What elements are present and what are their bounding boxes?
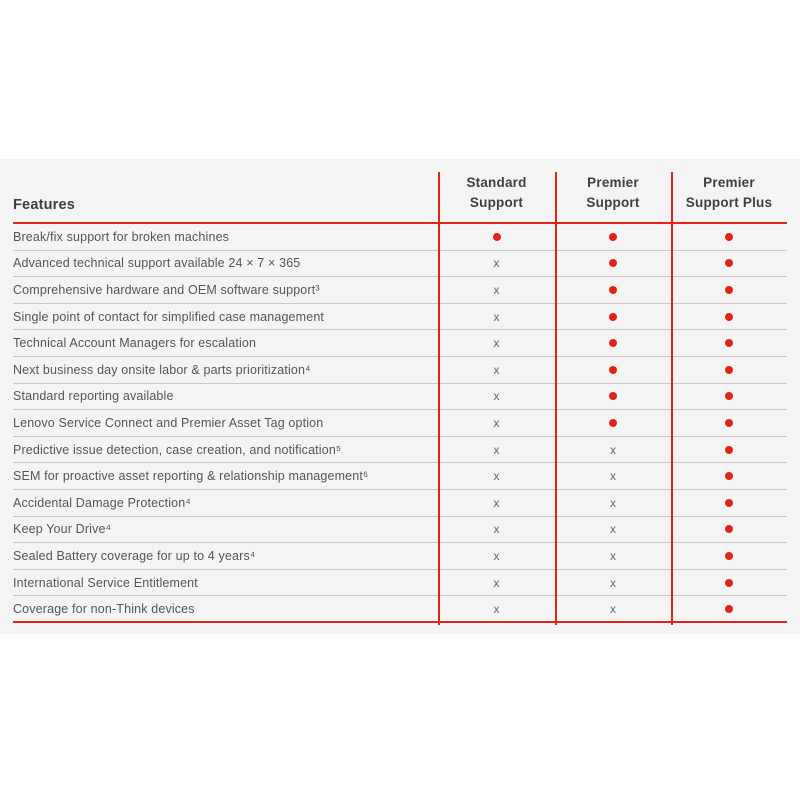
feature-name: International Service Entitlement bbox=[13, 575, 198, 590]
excluded-x-mark: x bbox=[610, 495, 616, 510]
premier-support-mark-cell bbox=[555, 570, 671, 596]
included-dot-icon bbox=[609, 233, 617, 241]
premier-plus-support-mark-cell bbox=[671, 330, 787, 356]
standard-support-label-line2: Support bbox=[469, 195, 524, 210]
included-dot-icon bbox=[725, 552, 733, 560]
standard-support-mark-cell bbox=[438, 330, 555, 356]
included-dot-icon bbox=[725, 525, 733, 533]
premier-support-mark-cell bbox=[555, 357, 671, 383]
feature-name: Sealed Battery coverage for up to 4 years⁴ bbox=[13, 548, 256, 563]
excluded-x-mark: x bbox=[493, 415, 500, 430]
feature-name: Advanced technical support available 24 × 7 × 365 bbox=[13, 256, 301, 271]
premier-support-mark-cell bbox=[555, 543, 671, 569]
included-dot-icon bbox=[725, 313, 733, 321]
premier-plus-support-mark-cell bbox=[671, 463, 787, 489]
included-dot-icon bbox=[609, 286, 617, 294]
included-dot-icon bbox=[609, 392, 617, 400]
standard-support-mark-cell bbox=[438, 543, 555, 569]
feature-name: Coverage for non-Think devices bbox=[13, 601, 195, 616]
standard-support-mark-cell bbox=[438, 304, 555, 330]
support-comparison-table bbox=[0, 159, 800, 634]
included-dot-icon bbox=[725, 366, 733, 374]
standard-support-label-line1: Standard bbox=[466, 175, 527, 190]
excluded-x-mark: x bbox=[493, 548, 500, 563]
included-dot-icon bbox=[725, 419, 733, 427]
premier-plus-support-mark-cell bbox=[671, 251, 787, 277]
included-dot-icon bbox=[609, 419, 617, 427]
included-dot-icon bbox=[609, 259, 617, 267]
included-dot-icon bbox=[725, 605, 733, 613]
excluded-x-mark: x bbox=[493, 495, 500, 510]
feature-name: Standard reporting available bbox=[13, 389, 174, 404]
feature-name: Comprehensive hardware and OEM software support³ bbox=[13, 282, 320, 297]
excluded-x-mark: x bbox=[493, 575, 500, 590]
feature-name: Accidental Damage Protection⁴ bbox=[13, 495, 191, 510]
premier-support-mark-cell bbox=[555, 330, 671, 356]
included-dot-icon bbox=[725, 259, 733, 267]
excluded-x-mark: x bbox=[610, 469, 616, 484]
excluded-x-mark: x bbox=[610, 522, 616, 537]
column-divider-line bbox=[671, 172, 673, 625]
column-divider-line bbox=[555, 172, 557, 625]
excluded-x-mark: x bbox=[610, 601, 616, 616]
standard-support-mark-cell bbox=[438, 224, 555, 250]
included-dot-icon bbox=[609, 313, 617, 321]
excluded-x-mark: x bbox=[610, 548, 616, 563]
premier-plus-support-mark-cell bbox=[671, 437, 787, 463]
premier-plus-support-mark-cell bbox=[671, 410, 787, 436]
premier-support-mark-cell bbox=[555, 490, 671, 516]
excluded-x-mark: x bbox=[493, 362, 500, 377]
excluded-x-mark: x bbox=[493, 336, 500, 351]
premier-plus-support-mark-cell bbox=[671, 224, 787, 250]
included-dot-icon bbox=[609, 366, 617, 374]
premier-support-plus-column-header bbox=[671, 173, 787, 222]
column-divider-line bbox=[438, 172, 440, 625]
feature-name: Single point of contact for simplified case management bbox=[13, 309, 325, 324]
premier-support-mark-cell bbox=[555, 224, 671, 250]
feature-name: Predictive issue detection, case creation, and notification⁵ bbox=[13, 442, 342, 457]
feature-name: Technical Account Managers for escalation bbox=[13, 336, 257, 351]
included-dot-icon bbox=[725, 286, 733, 294]
premier-plus-support-mark-cell bbox=[671, 304, 787, 330]
premier-support-plus-label-line2: Support Plus bbox=[685, 195, 773, 210]
premier-plus-support-mark-cell bbox=[671, 543, 787, 569]
premier-plus-support-mark-cell bbox=[671, 596, 787, 621]
features-column-header: Features bbox=[13, 197, 76, 213]
feature-name: Break/fix support for broken machines bbox=[13, 229, 230, 244]
excluded-x-mark: x bbox=[493, 469, 500, 484]
standard-support-mark-cell bbox=[438, 277, 555, 303]
included-dot-icon bbox=[725, 472, 733, 480]
standard-support-column-header bbox=[438, 173, 555, 222]
included-dot-icon bbox=[725, 233, 733, 241]
premier-support-mark-cell bbox=[555, 437, 671, 463]
table-inner bbox=[13, 159, 787, 634]
excluded-x-mark: x bbox=[610, 442, 616, 457]
premier-plus-support-mark-cell bbox=[671, 357, 787, 383]
standard-support-mark-cell bbox=[438, 357, 555, 383]
premier-plus-support-mark-cell bbox=[671, 570, 787, 596]
premier-support-mark-cell bbox=[555, 463, 671, 489]
standard-support-mark-cell bbox=[438, 490, 555, 516]
standard-support-mark-cell bbox=[438, 517, 555, 543]
included-dot-icon bbox=[725, 392, 733, 400]
feature-name: Keep Your Drive⁴ bbox=[13, 522, 112, 537]
premier-support-mark-cell bbox=[555, 277, 671, 303]
excluded-x-mark: x bbox=[493, 389, 500, 404]
included-dot-icon bbox=[609, 339, 617, 347]
standard-support-mark-cell bbox=[438, 384, 555, 410]
excluded-x-mark: x bbox=[610, 575, 616, 590]
premier-plus-support-mark-cell bbox=[671, 384, 787, 410]
included-dot-icon bbox=[725, 339, 733, 347]
premier-support-mark-cell bbox=[555, 304, 671, 330]
premier-support-column-header bbox=[555, 173, 671, 222]
included-dot-icon bbox=[725, 579, 733, 587]
premier-plus-support-mark-cell bbox=[671, 517, 787, 543]
standard-support-mark-cell bbox=[438, 570, 555, 596]
premier-support-mark-cell bbox=[555, 517, 671, 543]
excluded-x-mark: x bbox=[493, 256, 500, 271]
feature-name: Next business day onsite labor & parts prioritization⁴ bbox=[13, 362, 311, 377]
premier-support-label-line1: Premier bbox=[587, 175, 639, 190]
standard-support-mark-cell bbox=[438, 596, 555, 621]
premier-support-plus-label-line1: Premier bbox=[703, 175, 755, 190]
premier-support-mark-cell bbox=[555, 251, 671, 277]
premier-support-mark-cell bbox=[555, 596, 671, 621]
standard-support-mark-cell bbox=[438, 437, 555, 463]
premier-plus-support-mark-cell bbox=[671, 490, 787, 516]
standard-support-mark-cell bbox=[438, 463, 555, 489]
excluded-x-mark: x bbox=[493, 282, 500, 297]
excluded-x-mark: x bbox=[493, 309, 500, 324]
standard-support-mark-cell bbox=[438, 251, 555, 277]
premier-plus-support-mark-cell bbox=[671, 277, 787, 303]
included-dot-icon bbox=[493, 233, 501, 241]
feature-name: Lenovo Service Connect and Premier Asset Tag option bbox=[13, 415, 324, 430]
included-dot-icon bbox=[725, 499, 733, 507]
premier-support-mark-cell bbox=[555, 384, 671, 410]
premier-support-mark-cell bbox=[555, 410, 671, 436]
included-dot-icon bbox=[725, 446, 733, 454]
premier-support-label-line2: Support bbox=[586, 195, 640, 210]
excluded-x-mark: x bbox=[493, 442, 500, 457]
excluded-x-mark: x bbox=[493, 601, 500, 616]
excluded-x-mark: x bbox=[493, 522, 500, 537]
feature-name: SEM for proactive asset reporting & relationship management⁶ bbox=[13, 469, 369, 484]
standard-support-mark-cell bbox=[438, 410, 555, 436]
